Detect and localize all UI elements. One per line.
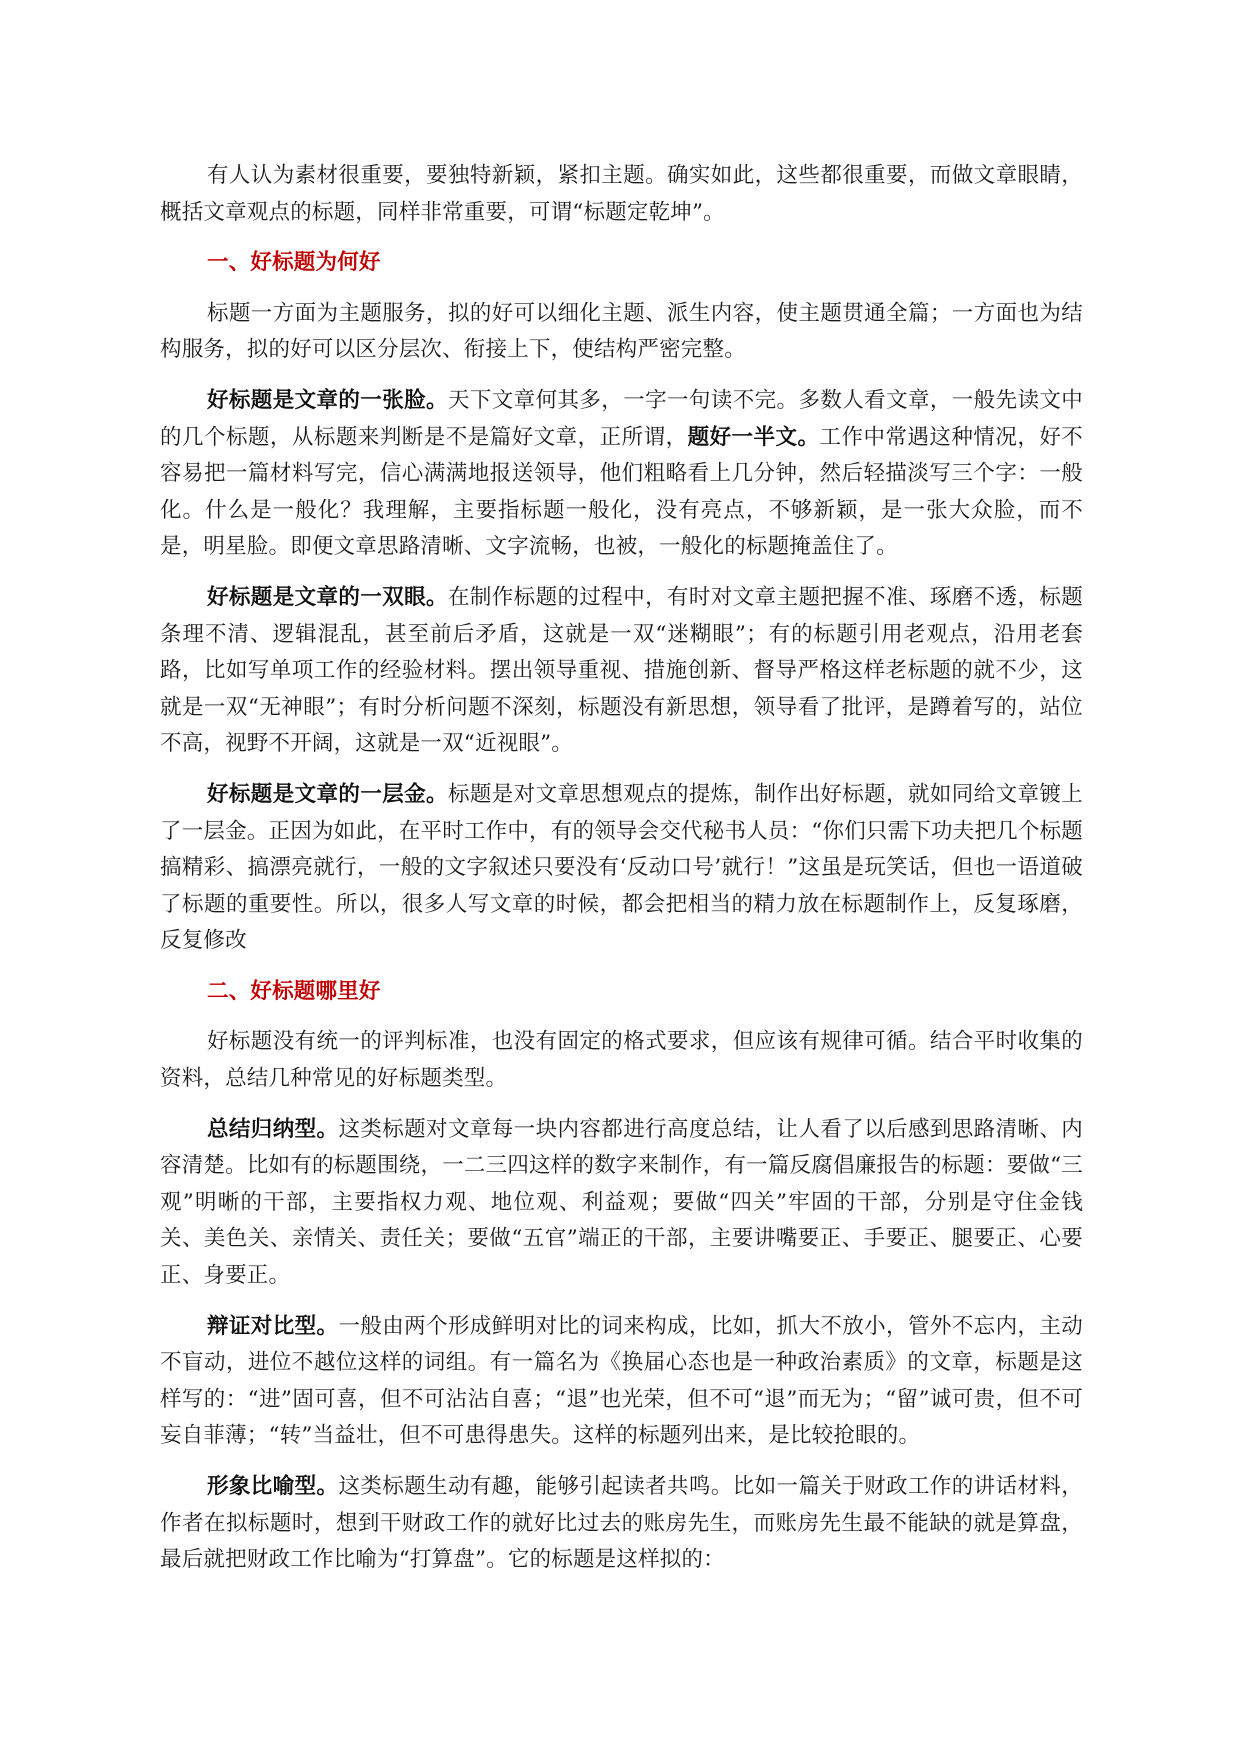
paragraph-text: 工作中常遇这种情况，好不容易把一篇材料写完，信心满满地报送领导，他们粗略看上几分钟，然后轻描淡写三个字：一般化。什么是一般化？我理解，主要指标题一般化，没有亮点，不够新颖，是一张大众脸，而不是，明星脸。即便文章思路清晰、文字流畅，也被，一般化的标题掩盖住了。 [160,424,1084,560]
section1-paragraph-eyes [160,580,1083,763]
paragraph-lead: 好标题是文章的一双眼。 [207,584,448,610]
section1-paragraph-1 [160,296,1083,369]
section2-paragraph-metaphor [160,1469,1083,1579]
paragraph-text: 天下文章何其多，一字一句读不完。多数人看文章，一般先读文中的几个标题，从标题来判断是不是篇好文章，正所谓， [160,387,1084,450]
paragraph-text: 这类标题对文章每一块内容都进行高度总结，让人看了以后感到思路清晰、内容清楚。比如有的标题围绕，一二三四这样的数字来制作，有一篇反腐倡廉报告的标题：要做“三观”明晰的干部，主要指权力观、地位观、利益观；要做“四关”牢固的干部，分别是守住金钱关、美色关、亲情关、责任关；要做“五官”端正的干部，主要讲嘴要正、手要正、腿要正、心要正、身要正。 [160,1116,1083,1289]
paragraph-text: 一般由两个形成鲜明对比的词来构成，比如，抓大不放小，管外不忘内，主动不盲动，进位不越位这样的词组。有一篇名为《换届心态也是一种政治素质》的文章，标题是这样写的：“进”固可喜，但不可沾沾自喜；“退”也光荣，但不可“退”而无为；“留”诚可贵，但不可妄自菲薄；“转”当益壮，但不可患得患失。这样的标题列出来，是比较抢眼的。 [160,1313,1083,1449]
paragraph-lead: 好标题是文章的一层金。 [207,781,448,807]
emphasis-text: 题好一半文。 [687,424,820,450]
section2-paragraph-contrast [160,1309,1083,1455]
paragraph-lead: 形象比喻型。 [207,1474,339,1499]
document-page [160,158,1083,1593]
paragraph-text: 标题一方面为主题服务，拟的好可以细化主题、派生内容，使主题贯通全篇；一方面也为结构服务，拟的好可以区分层次、衔接上下，使结构严密完整。 [160,300,1083,363]
paragraph-text: 在制作标题的过程中，有时对文章主题把握不准、琢磨不透，标题条理不清、逻辑混乱，甚至前后矛盾，这就是一双“迷糊眼”；有的标题引用老观点，沿用老套路，比如写单项工作的经验材料。摆出领导重视、措施创新、督导严格这样老标题的就不少，这就是一双“无神眼”；有时分析问题不深刻，标题没有新思想，领导看了批评，是蹲着写的，站位不高，视野不开阔，这就是一双“近视眼”。 [160,584,1084,757]
section1-paragraph-face [160,383,1083,566]
section-heading-1: 一、好标题为何好 [207,250,381,276]
section2-paragraph-summary [160,1112,1083,1295]
paragraph-text: 好标题没有统一的评判标准，也没有固定的格式要求，但应该有规律可循。结合平时收集的资料，总结几种常见的好标题类型。 [160,1029,1083,1092]
section1-paragraph-gold [160,777,1083,960]
paragraph-lead: 总结归纳型。 [207,1116,339,1142]
paragraph-lead: 好标题是文章的一张脸。 [207,387,448,413]
section-heading-2: 二、好标题哪里好 [207,978,381,1004]
section2-paragraph-1 [160,1024,1083,1097]
intro-text: 有人认为素材很重要，要独特新颖，紧扣主题。确实如此，这些都很重要，而做文章眼睛，概括文章观点的标题，同样非常重要，可谓“标题定乾坤”。 [160,163,1083,225]
paragraph-text: 这类标题生动有趣，能够引起读者共鸣。比如一篇关于财政工作的讲话材料，作者在拟标题时，想到干财政工作的就好比过去的账房先生，而账房先生最不能缺的就是算盘，最后就把财政工作比喻为“打算盘”。它的标题是这样拟的： [160,1474,1083,1573]
paragraph-lead: 辩证对比型。 [207,1313,339,1339]
paragraph-text: 标题是对文章思想观点的提炼，制作出好标题，就如同给文章镀上了一层金。正因为如此，在平时工作中，有的领导会交代秘书人员：“你们只需下功夫把几个标题搞精彩、搞漂亮就行，一般的文字叙述只要没有‘反动口号’就行！”这虽是玩笑话，但也一语道破了标题的重要性。所以，很多人写文章的时候，都会把相当的精力放在标题制作上，反复琢磨，反复修改 [160,781,1084,954]
intro-paragraph [160,158,1083,231]
